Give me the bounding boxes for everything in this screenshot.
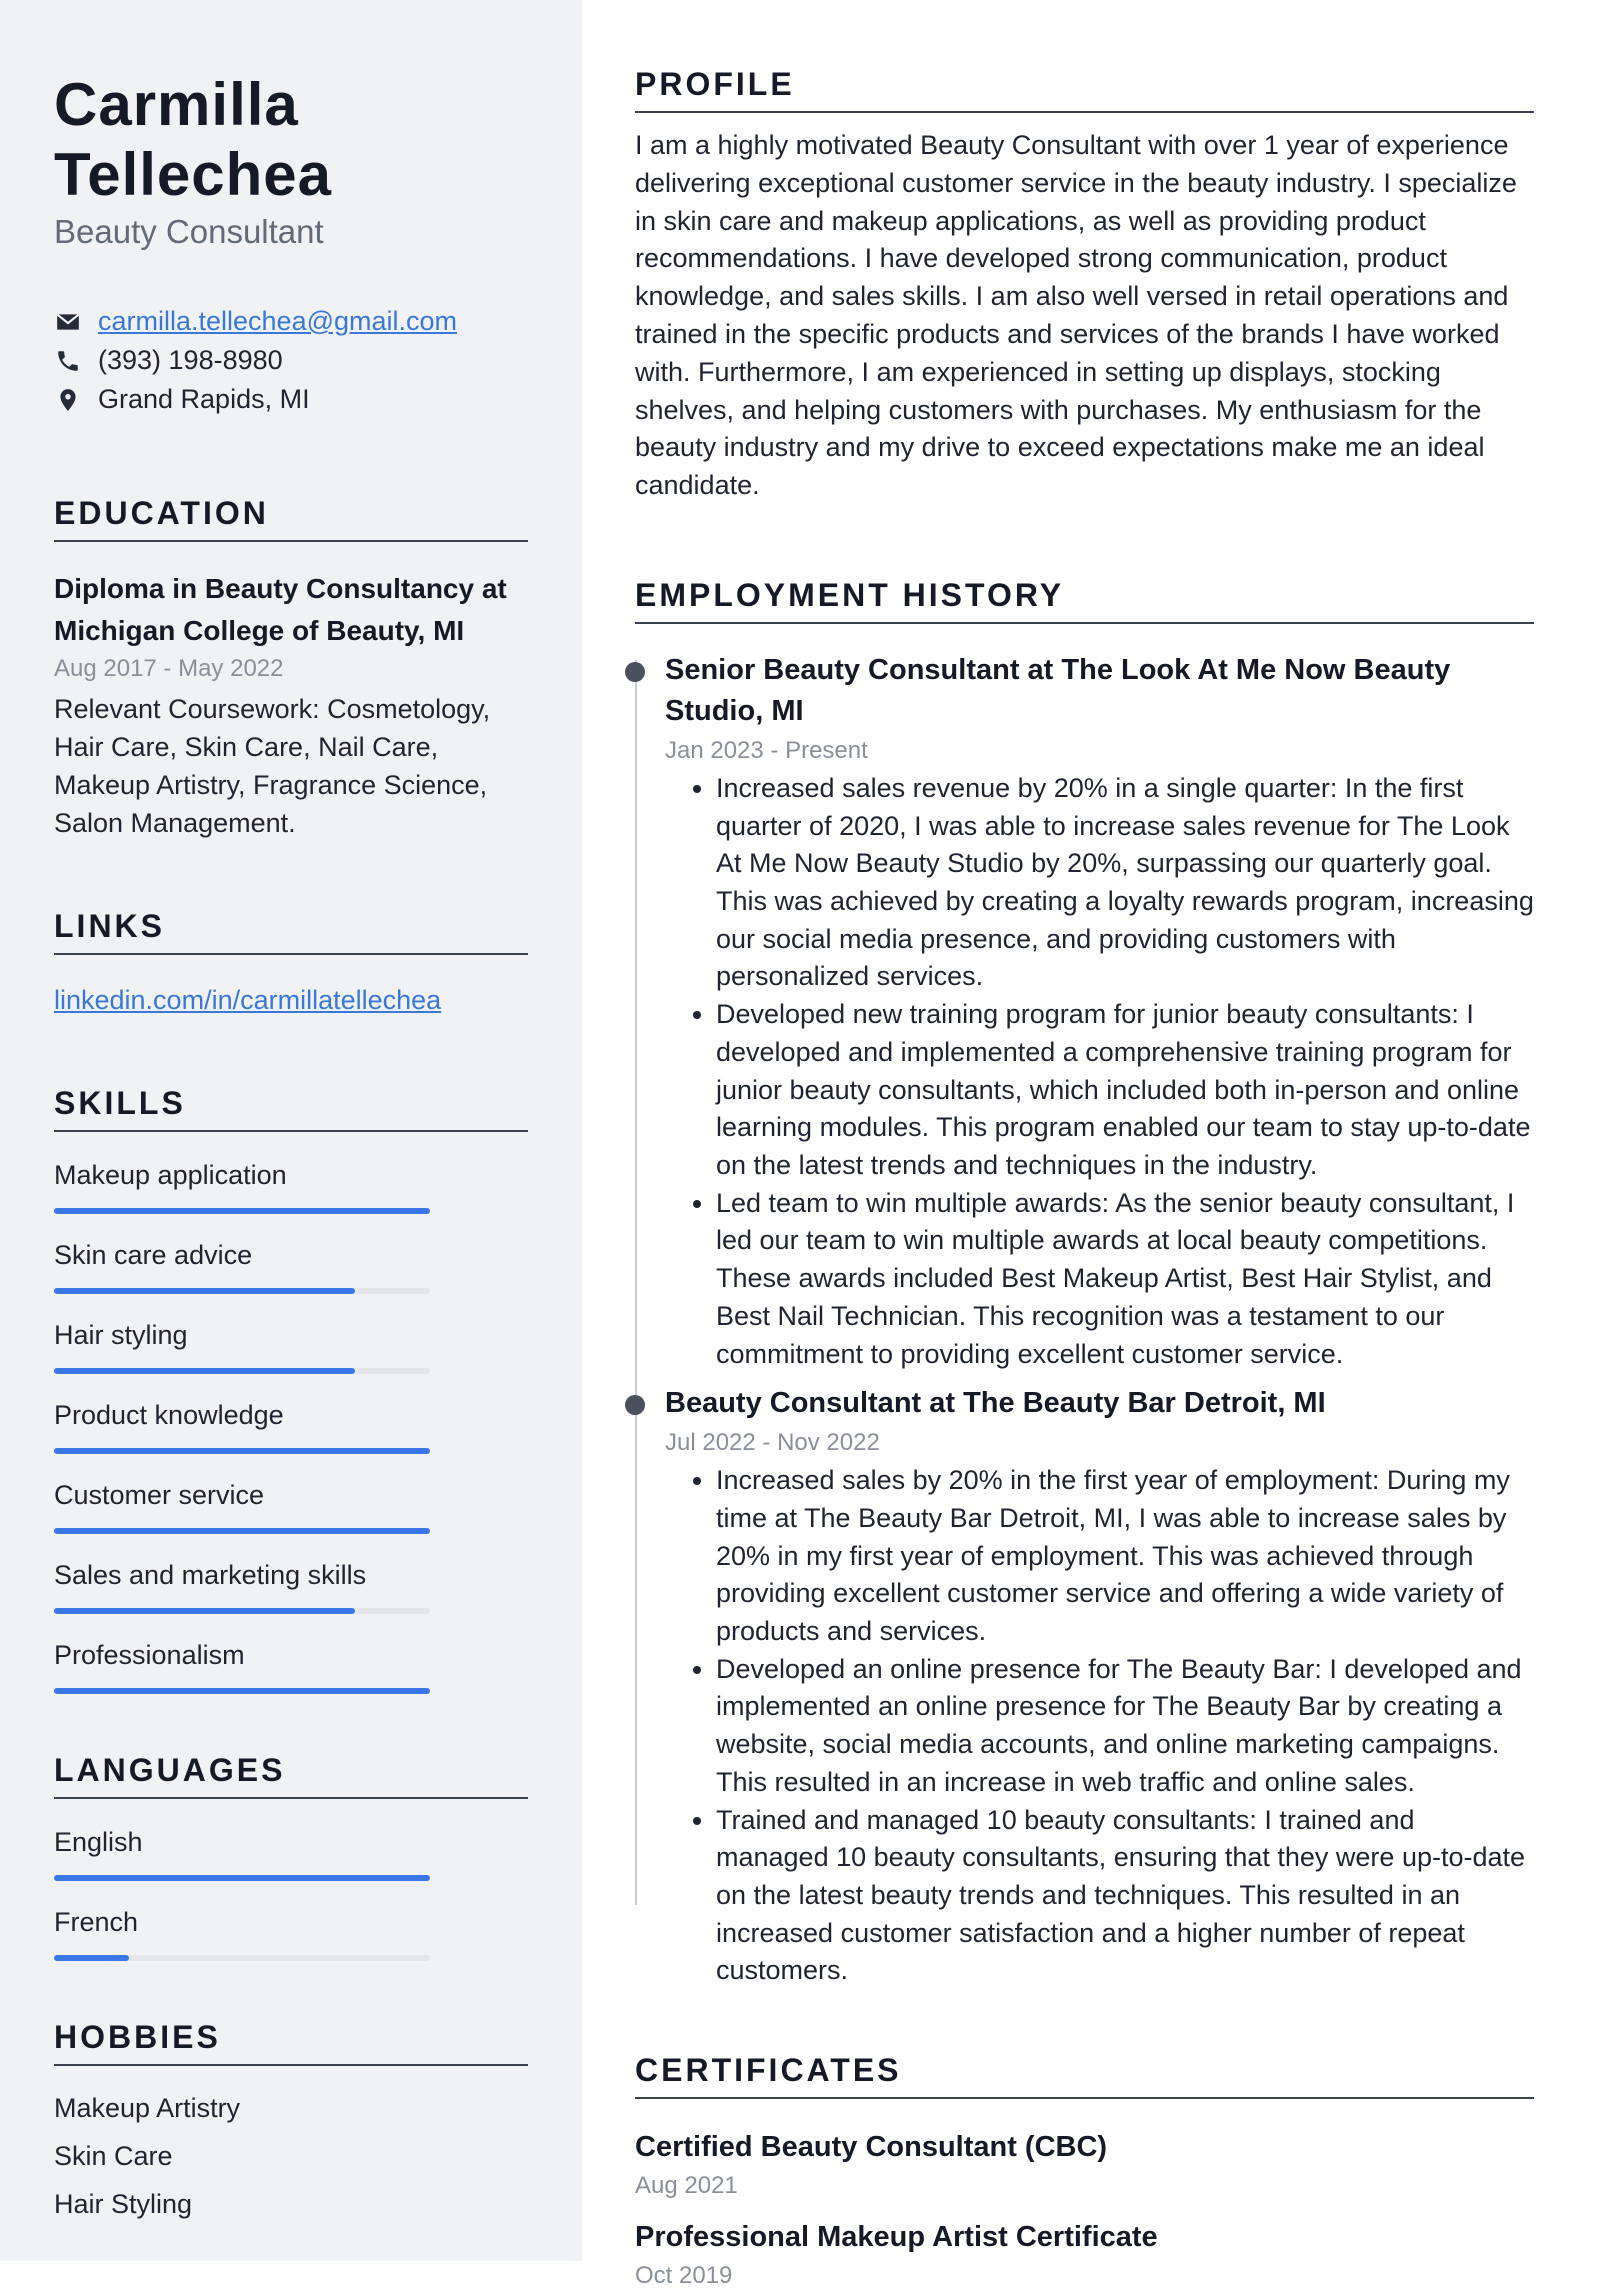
candidate-name: Carmilla Tellechea [54, 71, 333, 208]
linkedin-link[interactable]: linkedin.com/in/carmillatellechea [54, 985, 442, 1015]
level-bar-track [54, 1955, 430, 1961]
level-bar-track [54, 1208, 430, 1214]
timeline-dot [625, 662, 645, 682]
skills-heading: SKILLS [54, 1085, 528, 1132]
phone-icon [54, 347, 82, 375]
bar-label: French [54, 1907, 139, 1937]
profile-heading: PROFILE [635, 66, 1534, 113]
contact-phone [54, 341, 528, 380]
envelope-icon [54, 308, 82, 336]
contact-location [54, 380, 528, 419]
bar-label: Makeup application [54, 1160, 287, 1190]
list-item: • Trained and managed 10 beauty consultants: I trained and managed 10 beauty consultants, ensuring that they were up-to-date on the latest beauty trends and techniques. This resulted in an increased customer satisfaction and a higher number of repeat customers. [716, 1802, 1534, 1991]
job-bullets [665, 770, 1534, 1373]
links-section [54, 908, 528, 1019]
job-entry [635, 1383, 1534, 1990]
languages-heading: LANGUAGES [54, 1752, 528, 1799]
level-bar-fill [54, 1368, 355, 1374]
bar-label: Sales and marketing skills [54, 1560, 367, 1590]
contact-list [54, 302, 528, 419]
employment-timeline [635, 650, 1534, 1990]
profile-text: I am a highly motivated Beauty Consultant with over 1 year of experience delivering exceptional customer service in the beauty industry. I specialize in skin care and makeup applications, as well as providing product recommendations. I have developed strong communication, product knowledge, and sales skills. I am also well versed in retail operations and trained in the specific products and services of the brands I have worked with. Furthermore, I am experienced in setting up displays, stocking shelves, and helping customers with purchases. My enthusiasm for the beauty industry and my drive to exceed expectations make me an ideal candidate. [635, 130, 1517, 501]
sidebar-content [54, 70, 528, 2228]
languages-list [54, 1823, 528, 1961]
main-content [635, 66, 1534, 2293]
level-bar-fill [54, 1448, 430, 1454]
job-bullets [665, 1462, 1534, 1990]
candidate-title: Beauty Consultant [54, 213, 324, 250]
level-bar-track [54, 1368, 430, 1374]
list-item [54, 1316, 528, 1374]
list-item: • Developed an online presence for The Beauty Bar: I developed and implemented an online presence for The Beauty Bar by creating a website, social media accounts, and online marketing campaigns. This resulted in an increase in web traffic and online sales. [716, 1651, 1534, 1802]
level-bar-track [54, 1875, 430, 1881]
list-item [54, 1156, 528, 1214]
education-section [54, 495, 528, 842]
list-item: • Increased sales revenue by 20% in a single quarter: In the first quarter of 2020, I was able to increase sales revenue for The Look At Me Now Beauty Studio by 20%, surpassing our quarterly goal. This was achieved by creating a loyalty rewards program, increasing our social media presence, and providing customers with personalized services. [716, 770, 1534, 996]
level-bar-fill [54, 1688, 430, 1694]
education-date: Aug 2017 - May 2022 [54, 655, 284, 682]
education-details: Relevant Coursework: Cosmetology, Hair Care, Skin Care, Nail Care, Makeup Artistry, Fragrance Science, Salon Management. [54, 694, 491, 838]
list-item [54, 1556, 528, 1614]
skills-section [54, 1085, 528, 1694]
level-bar-track [54, 1688, 430, 1694]
certificate-entry [635, 2125, 1534, 2203]
level-bar-track [54, 1288, 430, 1294]
level-bar-fill [54, 1608, 355, 1614]
links-heading: LINKS [54, 908, 528, 955]
email-link[interactable]: carmilla.tellechea@gmail.com [98, 306, 458, 336]
timeline-dot [625, 1395, 645, 1415]
certificate-date: Aug 2021 [635, 2172, 738, 2200]
level-bar-fill [54, 1208, 430, 1214]
skills-list [54, 1156, 528, 1694]
job-title: Senior Beauty Consultant at The Look At Me Now Beauty Studio, MI [665, 653, 1451, 727]
profile-section [635, 66, 1534, 505]
employment-heading: EMPLOYMENT HISTORY [635, 577, 1534, 624]
bar-label: English [54, 1827, 143, 1857]
location-text: Grand Rapids, MI [98, 384, 310, 414]
job-date: Jan 2023 - Present [665, 736, 868, 764]
bar-label: Skin care advice [54, 1240, 253, 1270]
certificates-heading: CERTIFICATES [635, 2052, 1534, 2099]
list-item: • Developed new training program for junior beauty consultants: I developed and implemented a comprehensive training program for junior beauty consultants, which included both in-person and online learning modules. This program enabled our team to stay up-to-date on the latest trends and techniques in the industry. [716, 996, 1534, 1185]
hobbies-section [54, 2019, 528, 2228]
level-bar-fill [54, 1875, 430, 1881]
bar-label: Product knowledge [54, 1400, 284, 1430]
contact-email [54, 302, 528, 341]
level-bar-fill [54, 1288, 355, 1294]
phone-text: (393) 198-8980 [98, 345, 283, 375]
job-title: Beauty Consultant at The Beauty Bar Detroit, MI [665, 1387, 1326, 1420]
list-item [54, 1236, 528, 1294]
certificate-title: Professional Makeup Artist Certificate [635, 2221, 1158, 2254]
certificate-title: Certified Beauty Consultant (CBC) [635, 2131, 1108, 2164]
certificate-date: Oct 2019 [635, 2262, 733, 2290]
list-item [54, 1823, 528, 1881]
list-item [54, 1396, 528, 1454]
hobbies-heading: HOBBIES [54, 2019, 528, 2066]
level-bar-track [54, 1528, 430, 1534]
hobbies-list [54, 2084, 528, 2228]
bar-label: Professionalism [54, 1640, 245, 1670]
level-bar-track [54, 1608, 430, 1614]
languages-section [54, 1752, 528, 1961]
level-bar-track [54, 1448, 430, 1454]
list-item: Hair Styling [54, 2189, 193, 2219]
list-item: • Increased sales by 20% in the first year of employment: During my time at The Beauty Bar Detroit, MI, I was able to increase sales by 20% in my first year of employment. This was achieved through providing excellent customer service and offering a wide variety of products and services. [716, 1462, 1534, 1651]
employment-section [635, 577, 1534, 1990]
education-degree: Diploma in Beauty Consultancy at Michigan College of Beauty, MI [54, 573, 507, 646]
list-item [54, 1636, 528, 1694]
job-entry [635, 650, 1534, 1373]
level-bar-fill [54, 1955, 129, 1961]
list-item: • Led team to win multiple awards: As the senior beauty consultant, I led our team to win multiple awards at local beauty competitions. These awards included Best Makeup Artist, Best Hair Stylist, and Best Nail Technician. This recognition was a testament to our commitment to providing excellent customer service. [716, 1185, 1534, 1374]
list-item: Skin Care [54, 2141, 173, 2171]
list-item [54, 1476, 528, 1534]
bar-label: Hair styling [54, 1320, 188, 1350]
education-heading: EDUCATION [54, 495, 528, 542]
list-item [54, 1903, 528, 1961]
certificates-section [635, 2052, 1534, 2293]
map-pin-icon [54, 386, 82, 414]
level-bar-fill [54, 1528, 430, 1534]
certificate-entry [635, 2215, 1534, 2293]
sidebar [0, 0, 582, 2261]
bar-label: Customer service [54, 1480, 265, 1510]
list-item: Makeup Artistry [54, 2093, 241, 2123]
job-date: Jul 2022 - Nov 2022 [665, 1429, 880, 1457]
